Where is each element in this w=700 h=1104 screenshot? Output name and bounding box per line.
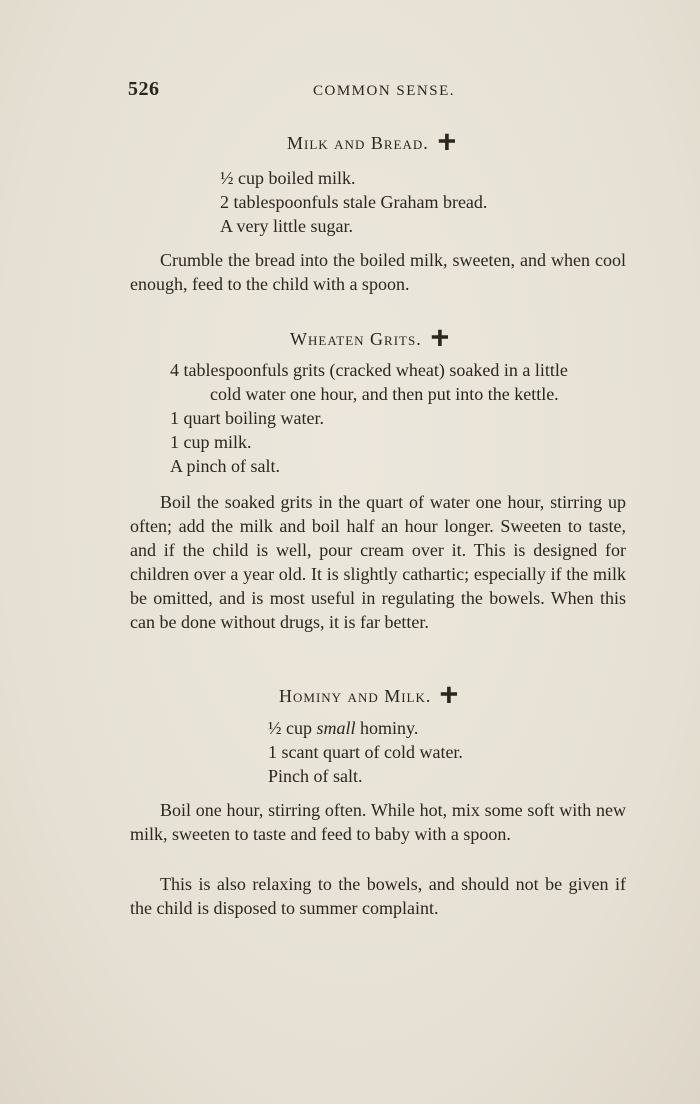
running-head: COMMON SENSE.	[313, 83, 456, 99]
ingredient-line: 1 cup milk.	[170, 432, 252, 452]
ingredient-line: cold water one hour, and then put into the kettle.	[210, 384, 559, 404]
recipe-directions: Boil the soaked grits in the quart of water one hour, stirring up often; add the milk and boil half an hour longer. Sweeten to taste, and if the child is well, pour cream over it. This is designed for children over a year old. It is slightly cathartic; especially if the milk be omitted, and is most useful in regulating the bowels. When this can be done without drugs, it is far better.	[130, 492, 626, 632]
ingredient-line	[268, 718, 418, 739]
page-number: 526	[128, 78, 160, 100]
ingredient-line: 4 tablespoonfuls grits (cracked wheat) soaked in a little	[170, 360, 568, 380]
ingredient-line: Pinch of salt.	[268, 766, 363, 786]
maltese-cross-icon	[439, 685, 459, 710]
recipe-directions: Crumble the bread into the boiled milk, sweeten, and when cool enough, feed to the child with a spoon.	[130, 250, 626, 294]
recipe-title-text: Hominy and Milk.	[279, 686, 432, 706]
recipe-title-hominy-and-milk	[279, 685, 459, 710]
page-header	[128, 78, 628, 108]
recipe-note: This is also relaxing to the bowels, and should not be given if the child is disposed to summer complaint.	[130, 874, 626, 918]
ingredient-emphasis: small	[316, 718, 356, 738]
recipe-title-text: Milk and Bread.	[287, 133, 429, 153]
maltese-cross-icon	[437, 132, 457, 157]
recipe-title-wheaten-grits	[290, 328, 450, 353]
recipe-title-milk-and-bread	[287, 132, 457, 157]
recipe-directions: Boil one hour, stirring often. While hot, mix some soft with new milk, sweeten to taste and feed to baby with a spoon.	[130, 800, 626, 844]
ingredient-line: A very little sugar.	[220, 216, 353, 236]
ingredient-line: A pinch of salt.	[170, 456, 280, 476]
ingredient-line: 1 quart boiling water.	[170, 408, 324, 428]
ingredient-text: hominy.	[360, 718, 419, 738]
ingredient-text: ½ cup	[268, 718, 312, 738]
recipe-title-text: Wheaten Grits.	[290, 329, 422, 349]
ingredient-line: ½ cup boiled milk.	[220, 168, 356, 188]
maltese-cross-icon	[430, 328, 450, 353]
ingredient-line: 2 tablespoonfuls stale Graham bread.	[220, 192, 488, 212]
ingredient-line: 1 scant quart of cold water.	[268, 742, 463, 762]
